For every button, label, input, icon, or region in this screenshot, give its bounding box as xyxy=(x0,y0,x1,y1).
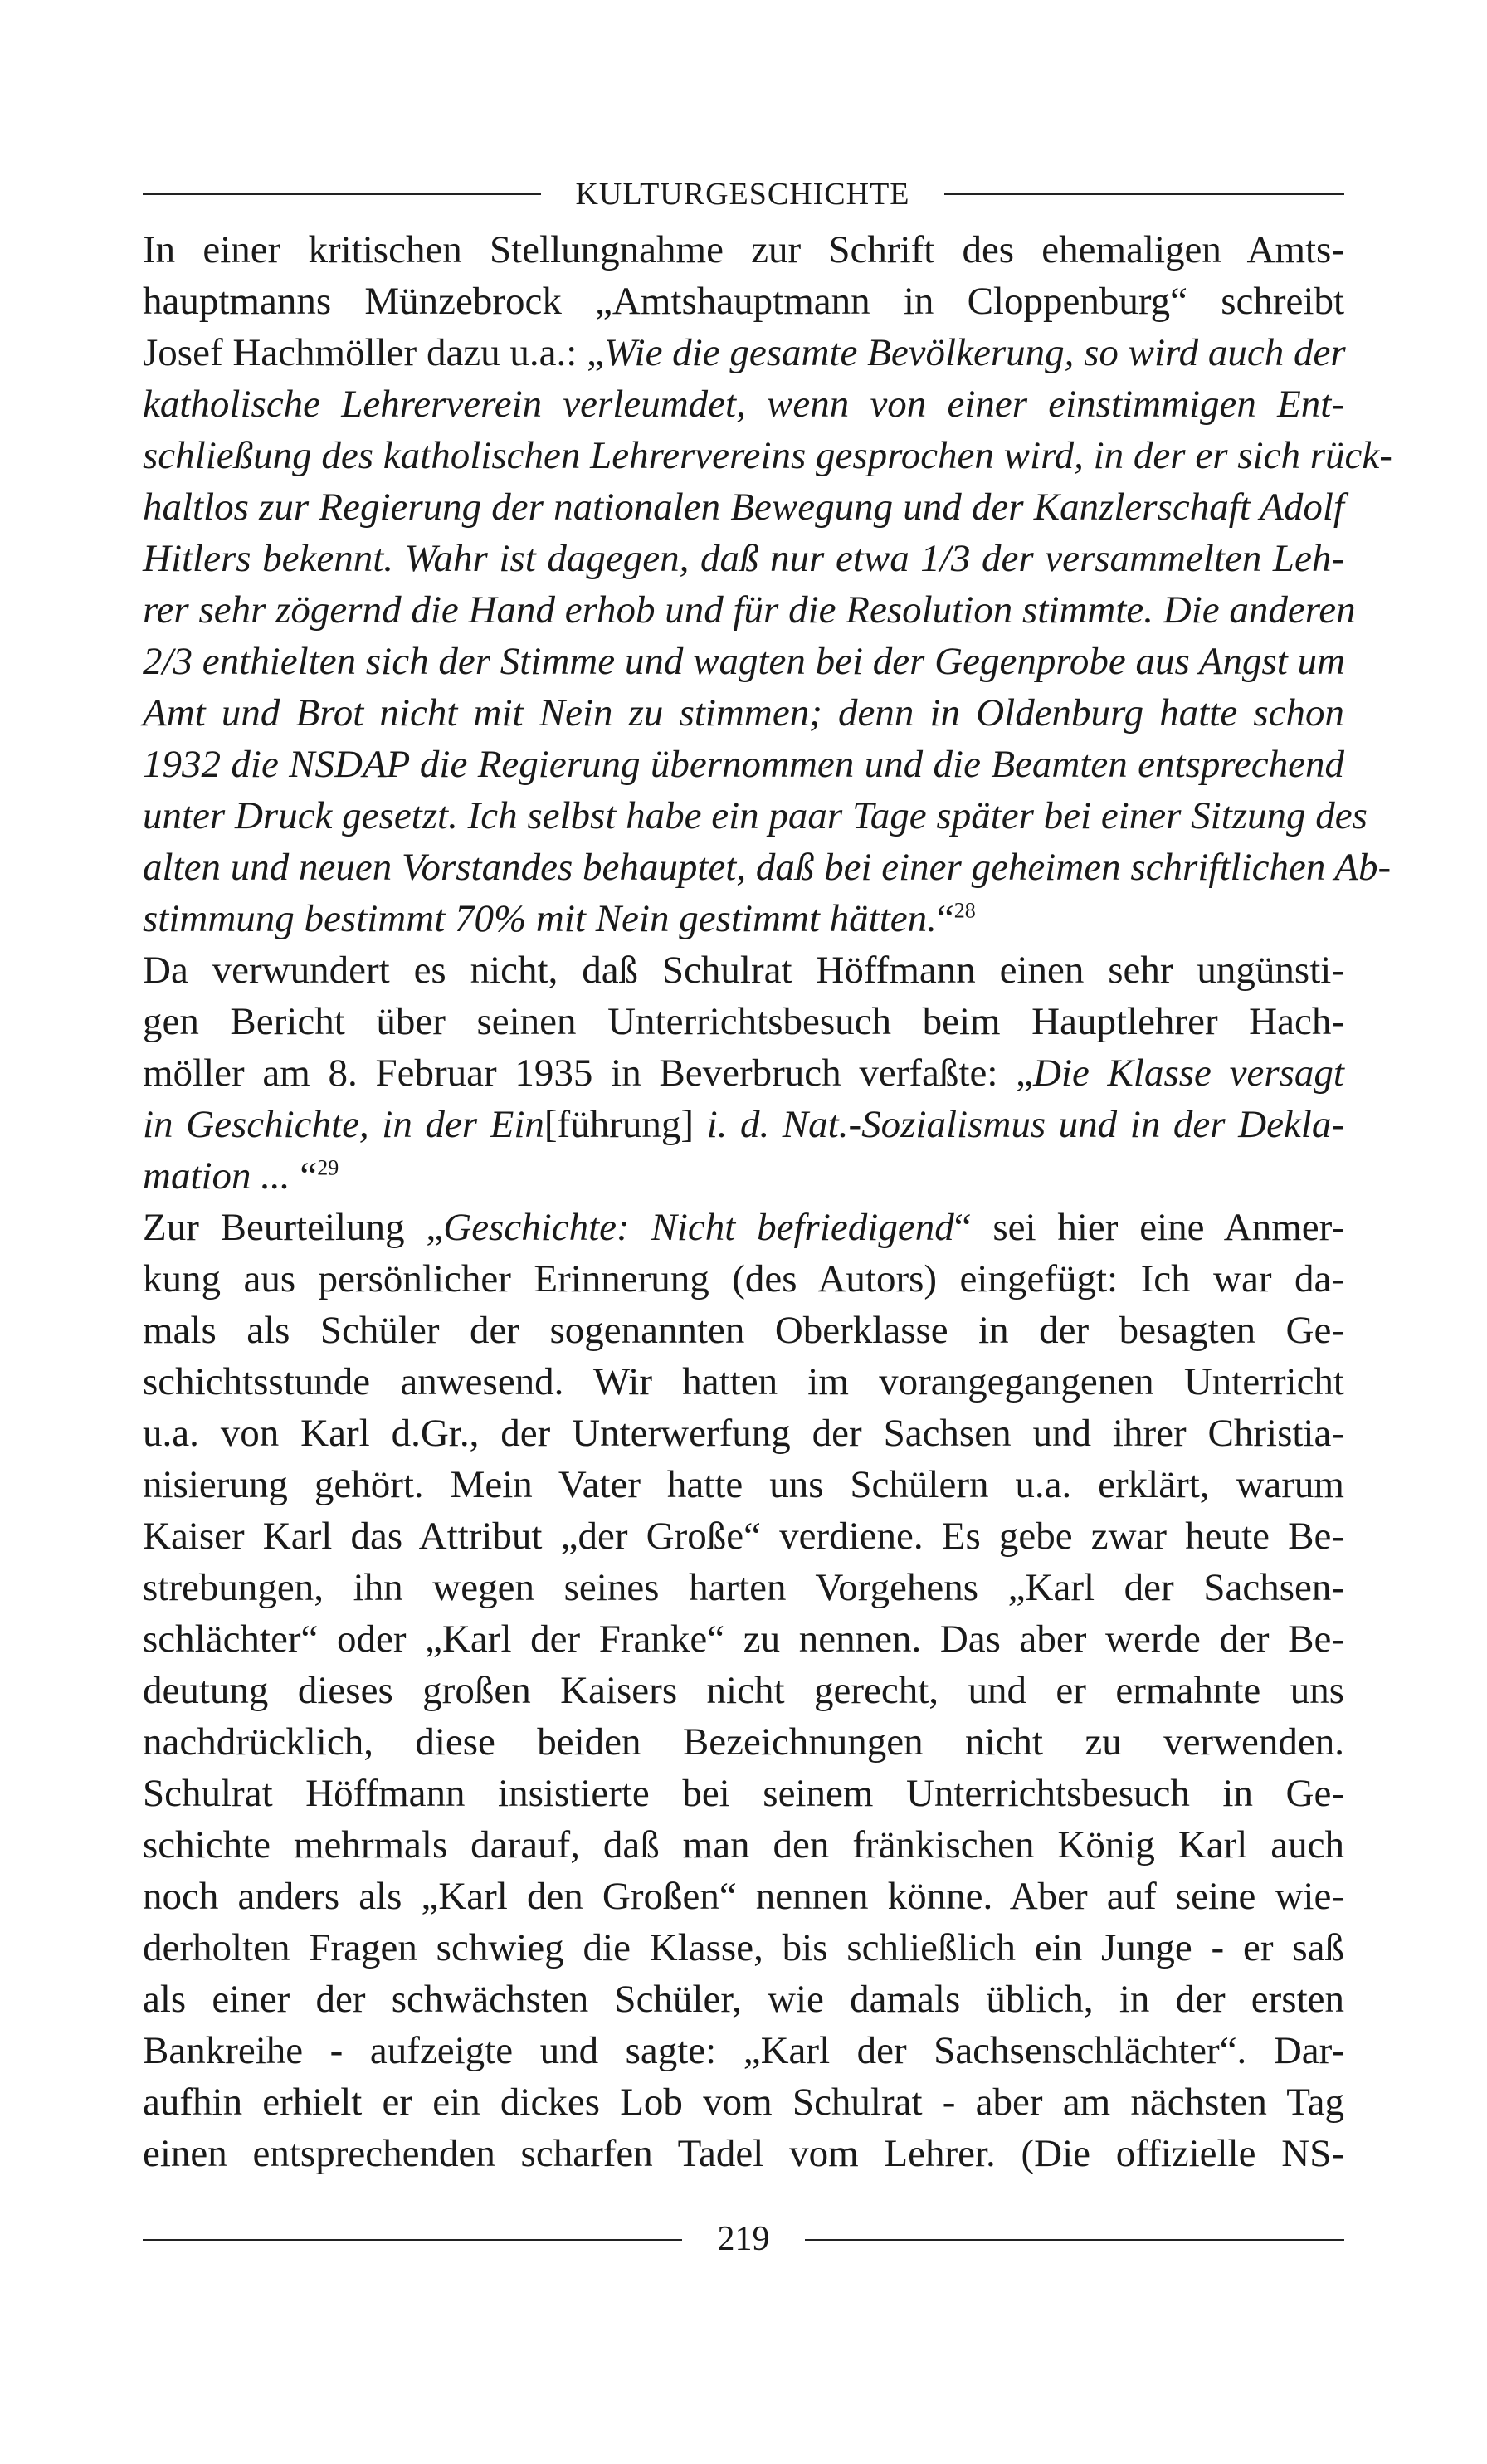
text-line xyxy=(143,1562,1344,1613)
text-line xyxy=(143,996,1344,1047)
text-line xyxy=(143,636,1344,687)
text-segment: Josef Hachmöller dazu u.a.: „ xyxy=(143,331,604,374)
text-segment: schichtsstunde anwesend. Wir hatten im vorangegangenen Unterricht xyxy=(143,1360,1344,1403)
text-segment: 2/3 enthielten sich der Stimme und wagten bei der Gegenprobe aus Angst um xyxy=(143,640,1345,683)
header-title: KULTURGESCHICHTE xyxy=(575,177,910,212)
text-line xyxy=(143,2025,1344,2076)
text-segment: kung aus persönlicher Erinnerung (des Autors) eingefügt: Ich war da- xyxy=(143,1257,1344,1300)
text-segment: Wie die gesamte Bevölkerung, so wird auch der xyxy=(603,331,1346,374)
text-line xyxy=(143,276,1344,327)
text-segment: aufhin erhielt er ein dickes Lob vom Schulrat - aber am nächsten Tag xyxy=(143,2081,1344,2124)
text-line xyxy=(143,944,1344,996)
text-line xyxy=(143,790,1368,842)
text-line xyxy=(143,1613,1344,1665)
header-rule-right xyxy=(944,193,1344,195)
text-line xyxy=(143,224,1344,276)
text-line xyxy=(143,378,1344,430)
text-line xyxy=(143,1871,1344,1922)
text-line xyxy=(143,533,1344,584)
text-line xyxy=(143,1768,1344,1819)
text-segment: Die Klasse versagt xyxy=(1032,1051,1344,1095)
text-line xyxy=(143,1510,1344,1562)
text-line xyxy=(143,481,1344,533)
text-line xyxy=(143,1356,1344,1408)
text-line xyxy=(143,2128,1344,2179)
text-line xyxy=(143,1150,1344,1202)
text-segment: strebungen, ihn wegen seines harten Vorgehens „Karl der Sachsen- xyxy=(143,1566,1344,1609)
text-line xyxy=(143,1253,1344,1305)
text-segment: derholten Fragen schwieg die Klasse, bis schließlich ein Junge - er saß xyxy=(143,1926,1344,1969)
text-segment: deutung dieses großen Kaisers nicht gerecht, und er ermahnte uns xyxy=(143,1669,1344,1712)
text-segment: 1932 die NSDAP die Regierung übernommen und die Beamten entsprechend xyxy=(143,743,1344,786)
text-line xyxy=(143,1922,1344,1974)
text-line xyxy=(143,893,1344,944)
text-segment: “ xyxy=(936,897,954,940)
text-segment: haltlos zur Regierung der nationalen Bewegung und der Kanzlerschaft Adolf xyxy=(143,485,1344,529)
text-line xyxy=(143,1099,1344,1150)
footer-rule-right xyxy=(805,2239,1344,2241)
text-segment: “ sei hier eine Anmer- xyxy=(953,1206,1344,1249)
text-segment: schichte mehrmals darauf, daß man den fränkischen König Karl auch xyxy=(143,1823,1344,1866)
text-segment: katholische Lehrerverein verleumdet, wenn von einer einstimmigen Ent- xyxy=(143,383,1344,426)
text-segment: schlächter“ oder „Karl der Franke“ zu nennen. Das aber werde der Be- xyxy=(143,1617,1344,1661)
text-segment: nachdrücklich, diese beiden Bezeichnungen nicht zu verwenden. xyxy=(143,1720,1344,1764)
text-segment: alten und neuen Vorstandes behauptet, daß bei einer geheimen schriftlichen Ab- xyxy=(143,846,1392,889)
running-header xyxy=(143,171,1344,217)
header-rule-left xyxy=(143,193,541,195)
text-segment: gen Bericht über seinen Unterrichtsbesuch beim Hauptlehrer Hach- xyxy=(143,1000,1344,1043)
text-segment: stimmung bestimmt 70% mit Nein gestimmt hätten. xyxy=(143,897,937,940)
text-segment: In einer kritischen Stellungnahme zur Schrift des ehemaligen Amts- xyxy=(143,228,1344,271)
text-segment: i. d. Nat.-Sozialismus und in der Dekla- xyxy=(706,1103,1345,1146)
text-line xyxy=(143,327,1344,378)
text-segment: in Geschichte, in der Ein xyxy=(143,1103,544,1146)
text-line xyxy=(143,584,1356,636)
text-line xyxy=(143,1202,1344,1253)
text-line xyxy=(143,430,1392,481)
text-segment: Zur Beurteilung „ xyxy=(143,1206,444,1249)
text-line xyxy=(143,1459,1344,1510)
text-segment: Kaiser Karl das Attribut „der Große“ verdiene. Es gebe zwar heute Be- xyxy=(143,1515,1344,1558)
text-segment: noch anders als „Karl den Großen“ nennen könne. Aber auf seine wie- xyxy=(143,1875,1344,1918)
footnote-marker: 29 xyxy=(317,1155,339,1180)
text-segment: Schulrat Höffmann insistierte bei seinem Unterrichtsbesuch in Ge- xyxy=(143,1772,1344,1815)
text-line xyxy=(143,2076,1344,2128)
text-segment: möller am 8. Februar 1935 in Beverbruch verfaßte: „ xyxy=(143,1051,1033,1095)
text-line xyxy=(143,1716,1344,1768)
text-segment: einen entsprechenden scharfen Tadel vom Lehrer. (Die offizielle NS- xyxy=(143,2132,1344,2175)
text-line xyxy=(143,1047,1344,1099)
text-segment: unter Druck gesetzt. Ich selbst habe ein paar Tage später bei einer Sitzung des xyxy=(143,794,1368,837)
text-line xyxy=(143,1305,1344,1356)
text-segment: schließung des katholischen Lehrervereins gesprochen wird, in der er sich rück- xyxy=(143,434,1392,477)
page-footer xyxy=(143,2214,1344,2264)
text-segment: [führung] xyxy=(544,1103,707,1146)
text-segment: hauptmanns Münzebrock „Amtshauptmann in Cloppenburg“ schreibt xyxy=(143,280,1344,323)
text-line xyxy=(143,1974,1344,2025)
footnote-marker: 28 xyxy=(953,898,976,923)
text-line xyxy=(143,687,1344,739)
text-segment: u.a. von Karl d.Gr., der Unterwerfung der Sachsen und ihrer Christia- xyxy=(143,1412,1344,1455)
text-segment: Da verwundert es nicht, daß Schulrat Höffmann einen sehr ungünsti- xyxy=(143,949,1344,992)
footer-rule-left xyxy=(143,2239,682,2241)
text-line xyxy=(143,1665,1344,1716)
text-segment: Hitlers bekennt. Wahr ist dagegen, daß nur etwa 1/3 der versammelten Leh- xyxy=(143,537,1344,580)
text-segment: Geschichte: Nicht befriedigend xyxy=(443,1206,954,1249)
text-segment: Amt und Brot nicht mit Nein zu stimmen; denn in Oldenburg hatte schon xyxy=(143,691,1344,734)
text-segment: Bankreihe - aufzeigte und sagte: „Karl der Sachsenschlächter“. Dar- xyxy=(143,2029,1344,2072)
body-text xyxy=(143,224,1392,2179)
text-segment: rer sehr zögernd die Hand erhob und für die Resolution stimmte. Die anderen xyxy=(143,588,1356,632)
text-segment: mation ... xyxy=(143,1154,290,1198)
text-line xyxy=(143,739,1344,790)
text-line xyxy=(143,1408,1344,1459)
text-segment: als einer der schwächsten Schüler, wie damals üblich, in der ersten xyxy=(143,1978,1344,2021)
text-line xyxy=(143,842,1392,893)
text-segment: mals als Schüler der sogenannten Oberklasse in der besagten Ge- xyxy=(143,1309,1344,1352)
text-line xyxy=(143,1819,1344,1871)
text-segment: nisierung gehört. Mein Vater hatte uns Schülern u.a. erklärt, warum xyxy=(143,1463,1344,1506)
text-segment: “ xyxy=(290,1154,318,1198)
page-number: 219 xyxy=(717,2220,770,2258)
